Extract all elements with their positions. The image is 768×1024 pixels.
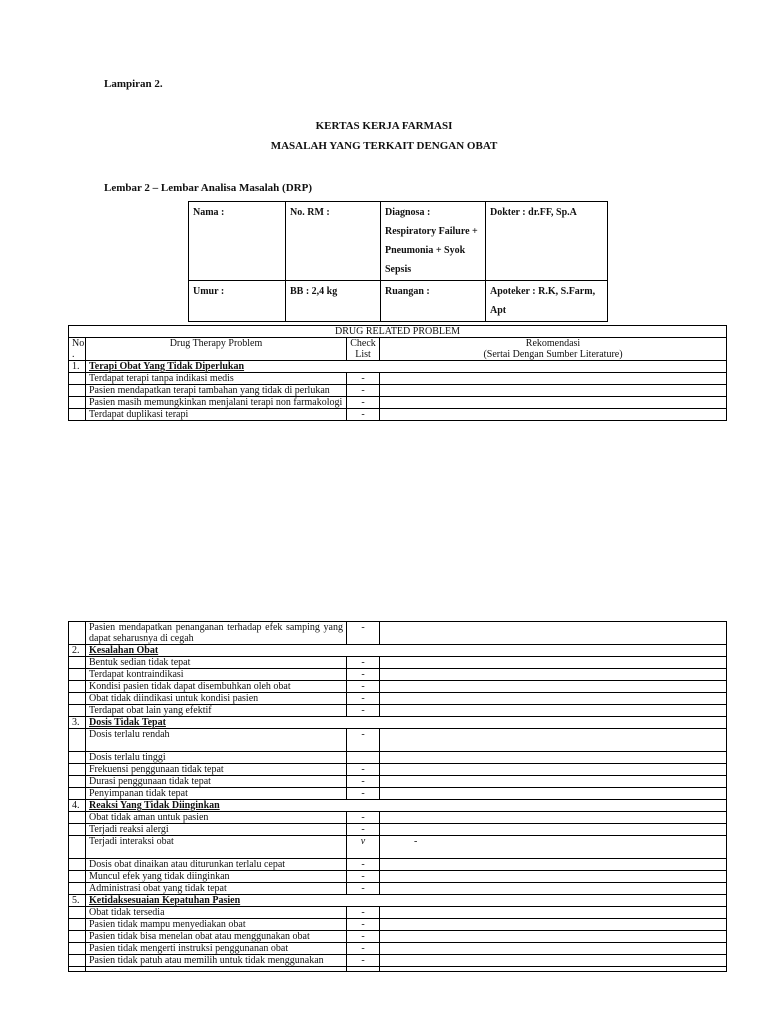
col-no-header: No . (69, 338, 86, 361)
col-problem-header: Drug Therapy Problem (86, 338, 347, 361)
col-recommendation-header (380, 338, 727, 361)
check-mark: - (347, 859, 380, 871)
table-row (69, 385, 727, 397)
problem-text: Durasi penggunaan tidak tepat (86, 776, 347, 788)
problem-text: Obat tidak tersedia (86, 907, 347, 919)
recommendation-text (380, 883, 727, 895)
table-row (69, 907, 727, 919)
section-number: 2. (69, 645, 86, 657)
problem-text: Terdapat duplikasi terapi (86, 409, 347, 421)
check-mark: - (347, 657, 380, 669)
section-number: 5. (69, 895, 86, 907)
patient-rm: No. RM : (286, 202, 381, 281)
check-mark: - (347, 705, 380, 717)
table-row (69, 788, 727, 800)
problem-text: Obat tidak aman untuk pasien (86, 812, 347, 824)
problem-text: Pasien tidak mampu menyediakan obat (86, 919, 347, 931)
patient-room: Ruangan : (381, 281, 486, 322)
table-row (69, 943, 727, 955)
problem-text: Terjadi interaksi obat (86, 836, 347, 859)
patient-doctor: Dokter : dr.FF, Sp.A (486, 202, 608, 281)
problem-text: Obat tidak diindikasi untuk kondisi pasien (86, 693, 347, 705)
problem-text: Pasien tidak mengerti instruksi penggunanan obat (86, 943, 347, 955)
problem-text: Dosis terlalu rendah (86, 729, 347, 752)
table-row (69, 752, 727, 764)
problem-text: Terdapat kontraindikasi (86, 669, 347, 681)
check-mark: - (347, 931, 380, 943)
check-mark: - (347, 788, 380, 800)
section-number: 4. (69, 800, 86, 812)
page-subtitle: MASALAH YANG TERKAIT DENGAN OBAT (270, 140, 498, 152)
table-row (69, 836, 727, 859)
problem-text: Kondisi pasien tidak dapat disembuhkan oleh obat (86, 681, 347, 693)
problem-text: Terjadi reaksi alergi (86, 824, 347, 836)
problem-text: Frekuensi penggunaan tidak tepat (86, 764, 347, 776)
check-mark: - (347, 955, 380, 967)
check-mark: - (347, 883, 380, 895)
problem-text: Pasien mendapatkan terapi tambahan yang tidak di perlukan (86, 385, 347, 397)
section-title: Ketidaksesuaian Kepatuhan Pasien (86, 895, 727, 907)
problem-text: Muncul efek yang tidak diinginkan (86, 871, 347, 883)
problem-text: Penyimpanan tidak tepat (86, 788, 347, 800)
check-mark: - (347, 824, 380, 836)
problem-text: Pasien tidak patuh atau memilih untuk tidak menggunakan (86, 955, 347, 967)
check-mark: - (347, 681, 380, 693)
table-row (69, 776, 727, 788)
table-row (69, 919, 727, 931)
check-mark: - (347, 919, 380, 931)
table-row (69, 681, 727, 693)
lampiran-label: Lampiran 2. (104, 78, 163, 90)
check-mark: - (347, 669, 380, 681)
problem-text: Dosis obat dinaikan atau diturunkan terlalu cepat (86, 859, 347, 871)
table-row (69, 824, 727, 836)
table-row (69, 373, 727, 385)
table-row (69, 859, 727, 871)
table-row (69, 622, 727, 645)
recommendation-text (380, 812, 727, 824)
check-mark: - (347, 693, 380, 705)
table-row (69, 397, 727, 409)
table-row (69, 883, 727, 895)
table-row (69, 409, 727, 421)
patient-pharmacist: Apoteker : R.K, S.Farm, Apt (486, 281, 608, 322)
check-mark: - (347, 409, 380, 421)
check-mark: - (347, 776, 380, 788)
drp-table-part2 (68, 621, 727, 972)
table-row (69, 705, 727, 717)
check-mark: - (347, 764, 380, 776)
problem-text: Pasien masih memungkinkan menjalani terapi non farmakologi (86, 397, 347, 409)
patient-info-table (188, 201, 608, 322)
check-mark (347, 752, 380, 764)
problem-text: Pasien tidak bisa menelan obat atau menggunakan obat (86, 931, 347, 943)
patient-diagnosis: Diagnosa : Respiratory Failure + Pneumonia + Syok Sepsis (381, 202, 486, 281)
recommendation-text (380, 871, 727, 883)
sheet-label: Lembar 2 – Lembar Analisa Masalah (DRP) (104, 182, 312, 194)
problem-text: Dosis terlalu tinggi (86, 752, 347, 764)
recommendation-text (380, 824, 727, 836)
table-row (69, 871, 727, 883)
table-row (69, 657, 727, 669)
check-mark: - (347, 871, 380, 883)
patient-weight: BB : 2,4 kg (286, 281, 381, 322)
recommendation-text (380, 859, 727, 871)
section-number: 1. (69, 361, 86, 373)
section-title: Kesalahan Obat (86, 645, 727, 657)
recommendation-label: Rekomendasi (525, 338, 581, 349)
page-title: KERTAS KERJA FARMASI (315, 120, 453, 132)
col-check-header: Check List (347, 338, 380, 361)
check-mark: - (347, 812, 380, 824)
table-row (69, 729, 727, 752)
section-title: Dosis Tidak Tepat (86, 717, 727, 729)
drp-table-part1 (68, 325, 727, 421)
table-row (69, 955, 727, 967)
problem-text: Terdapat terapi tanpa indikasi medis (86, 373, 347, 385)
check-mark: - (347, 729, 380, 752)
table-row (69, 693, 727, 705)
table-row (69, 764, 727, 776)
table-row (69, 669, 727, 681)
section-title: Reaksi Yang Tidak Diinginkan (86, 800, 727, 812)
check-mark: v (347, 836, 380, 859)
patient-name: Nama : (189, 202, 286, 281)
problem-text: Terdapat obat lain yang efektif (86, 705, 347, 717)
recommendation-text: - (380, 836, 727, 859)
check-mark: - (347, 373, 380, 385)
check-mark: - (347, 907, 380, 919)
check-mark: - (347, 397, 380, 409)
problem-text: Bentuk sedian tidak tepat (86, 657, 347, 669)
problem-text: Pasien mendapatkan penanganan terhadap efek samping yang dapat seharusnya di cegah (86, 622, 347, 645)
check-mark: - (347, 622, 380, 645)
table-row (69, 812, 727, 824)
check-mark: - (347, 943, 380, 955)
drp-table-title: DRUG RELATED PROBLEM (69, 326, 727, 338)
patient-age: Umur : (189, 281, 286, 322)
section-title: Terapi Obat Yang Tidak Diperlukan (86, 361, 727, 373)
recommendation-sublabel: (Sertai Dengan Sumber Literature) (483, 349, 623, 360)
check-mark: - (347, 385, 380, 397)
section-number: 3. (69, 717, 86, 729)
table-row (69, 931, 727, 943)
problem-text: Administrasi obat yang tidak tepat (86, 883, 347, 895)
